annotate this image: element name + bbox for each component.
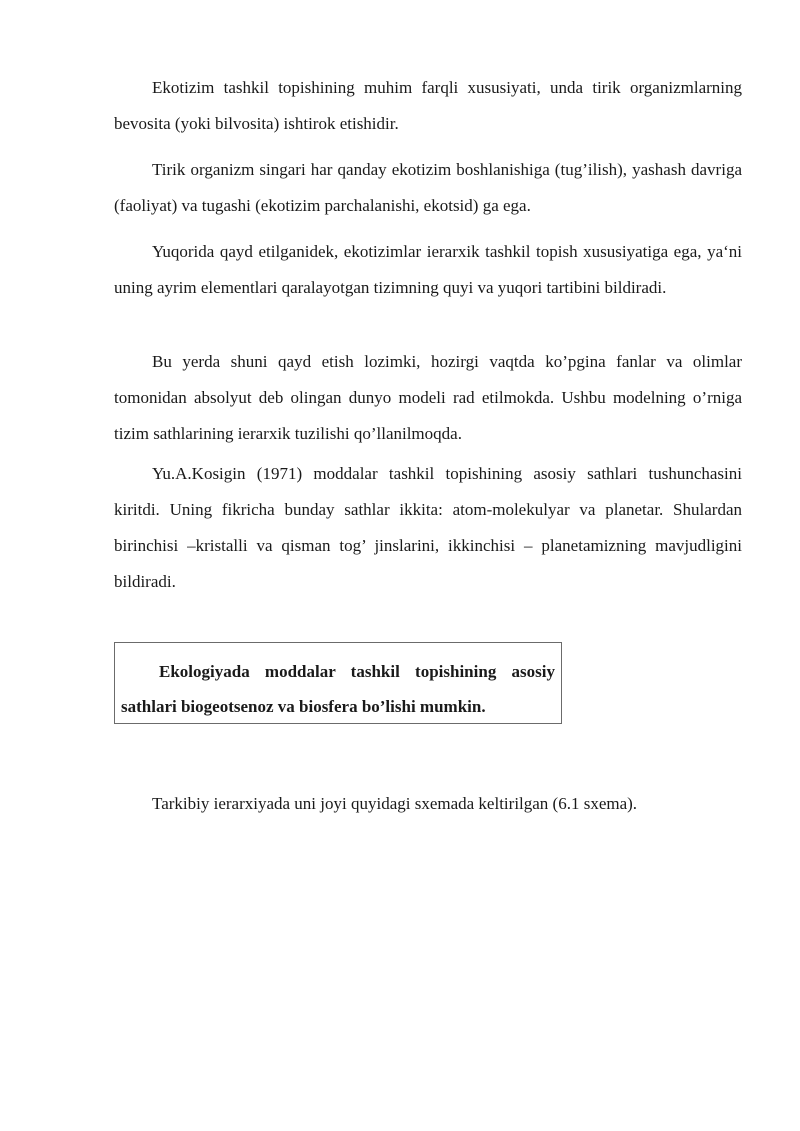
highlight-box	[114, 642, 562, 724]
paragraph-world-model: Bu yerda shuni qayd etish lozimki, hozirgi vaqtda ko’pgina fanlar va olimlar tomonidan absolyut deb olingan dunyo modeli rad etilmokda. Ushbu modelning o’rniga tizim sathlarining ierarxik tuzilishi qo’llanilmoqda.	[114, 352, 742, 443]
paragraph-ecosystem-lifecycle: Tirik organizm singari har qanday ekotizim boshlanishiga (tug’ilish), yashash davriga (faoliyat) va tugashi (ekotizim parchalanishi, ekotsid) ga ega.	[114, 160, 742, 215]
paragraph-ecosystem-feature: Ekotizim tashkil topishining muhim farqli xususiyati, unda tirik organizmlarning bevosita (yoki bilvosita) ishtirok etishidir.	[114, 78, 742, 133]
paragraph-hierarchical-organization: Yuqorida qayd etilganidek, ekotizimlar ierarxik tashkil topish xususiyatiga ega, ya‘ni uning ayrim elementlari qaralayotgan tizimning quyi va yuqori tartibini bildiradi.	[114, 242, 742, 297]
highlight-box-text: Ekologiyada moddalar tashkil topishining asosiy sathlari biogeotsenoz va biosfera bo’lishi mumkin.	[121, 662, 555, 716]
paragraph-scheme-reference: Tarkibiy ierarxiyada uni joyi quyidagi sxemada keltirilgan (6.1 sxema).	[152, 794, 638, 813]
paragraph-kosigin-levels: Yu.A.Kosigin (1971) moddalar tashkil topishining asosiy sathlari tushunchasini kiritdi. Uning fikricha bunday sathlar ikkita: atom-molekulyar va planetar. Shulardan birinchisi –kristalli va qisman tog’ jinslarini, ikkinchisi – planetamizning mavjudligini bildiradi.	[114, 464, 742, 591]
